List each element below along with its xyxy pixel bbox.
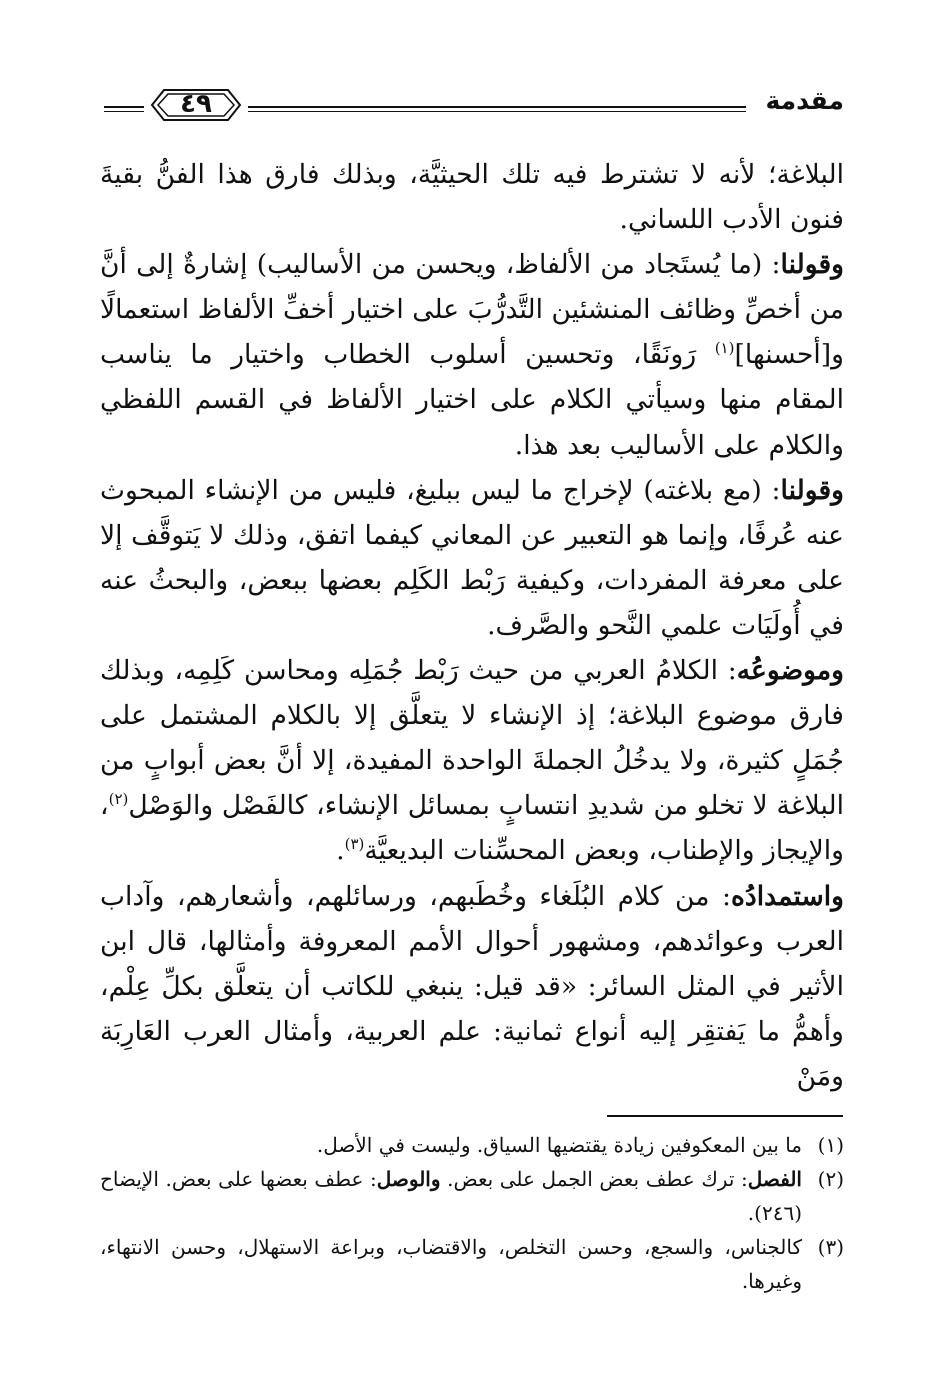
footnote (100, 1230, 844, 1298)
paragraph-text: : (مع بلاغته) لإخراج ما ليس ببليغ، فليس من الإنشاء المبحوث عنه عُرفًا، وإنما هو التعبير عن المعاني كيفما اتفق، وذلك لا يَتوقَّف إلا على معرفة المفردات، وكيفية رَبْط الكَلِم بعضها ببعض، والبحثُ عنه في أُولَيَات علمي النَّحو والصَّرف. (100, 474, 844, 641)
page-number-badge (146, 86, 246, 124)
footnote-lead: الفصل (747, 1167, 802, 1191)
paragraph-text: . (336, 835, 345, 867)
paragraph (100, 242, 844, 467)
footnote-ref[interactable]: (١) (714, 339, 735, 358)
footnote-number: (٣) (817, 1235, 844, 1259)
paragraph-lead: وقولنا (780, 249, 844, 281)
paragraph-text: ، والإيجاز والإطناب، وبعض المحسِّنات البديعيَّة (100, 790, 844, 867)
footnote-text: : عطف بعضها على بعض. الإيضاح (٢٤٦). (100, 1167, 802, 1225)
page-header (100, 82, 844, 126)
footnote-ref[interactable]: (٣) (344, 835, 365, 854)
paragraph-lead: وقولنا (780, 474, 844, 506)
header-rule (248, 106, 746, 112)
page-number: ٤٩ (180, 89, 212, 119)
footnote-text: : ترك عطف بعض الجمل على بعض. (440, 1167, 748, 1191)
paragraph (100, 468, 844, 648)
footnote-body (100, 1162, 802, 1230)
footnote-text: ما بين المعكوفين زيادة يقتضيها السياق. وليست في الأصل. (316, 1133, 802, 1157)
paragraph-text: : من كلام البُلَغاء وخُطَبهم، ورسائلهم، وأشعارهم، وآداب العرب وعوائدهم، ومشهور أحوال الأمم المعروفة وأمثالها، قال ابن الأثير في المثل السائر: «قد قيل: ينبغي للكاتب أن يتعلَّق بكلِّ عِلْم، وأهمُّ ما يَفتقِر إليه أنواع ثمانية: علم العربية، وأمثال العرب العَارِبَة ومَنْ (100, 880, 844, 1092)
footnote-number: (١) (817, 1133, 844, 1157)
main-text (100, 152, 844, 1099)
paragraph-text: رَونَقًا، وتحسين أسلوب الخطاب واختيار ما يناسب المقام منها وسيأتي الكلام على اختيار الألفاظ في القسم اللفظي والكلام على الأساليب بعد هذا. (100, 339, 844, 461)
paragraph-lead: وموضوعُه (736, 655, 844, 687)
header-rule-left (104, 106, 144, 112)
paragraph-text: : الكلامُ العربي من حيث رَبْط جُمَلِه ومحاسن كَلِمِه، وبذلك فارق موضوع البلاغة؛ إذ الإنشاء لا يتعلَّق إلا بالكلام المشتمل على جُمَلٍ كثيرة، ولا يدخُلُ الجملةَ الواحدة المفيدة، إلا أنَّ بعض أبوابٍ من البلاغة لا تخلو من شديدِ انتسابٍ بمسائل الإنشاء، كالفَصْل والوَصْل (100, 655, 844, 822)
paragraph-text: : (ما يُستَجاد من الألفاظ، ويحسن من الأساليب) إشارةٌ إلى أنَّ من أخصِّ وظائف المنشئين التَّدرُّبَ على اختيار أخفِّ الألفاظ استعمالًا و[أحسنها] (100, 249, 844, 371)
paragraph-text: البلاغة؛ لأنه لا تشترط فيه تلك الحيثيَّة، وبذلك فارق هذا الفنُّ بقيةَ فنون الأدب اللساني. (100, 159, 844, 236)
paragraph-lead: واستمدادُه (730, 880, 844, 912)
footnote (100, 1128, 844, 1162)
paragraph (100, 648, 844, 873)
footnote-lead: والوصل (376, 1167, 441, 1191)
footnote-divider (607, 1115, 843, 1117)
footnotes (100, 1128, 844, 1298)
paragraph (100, 152, 844, 242)
footnote (100, 1162, 844, 1230)
paragraph (100, 874, 844, 1099)
footnote-ref[interactable]: (٢) (108, 790, 129, 809)
chapter-title: مقدمة (765, 86, 844, 115)
footnote-text: كالجناس، والسجع، وحسن التخلص، والاقتضاب، وبراعة الاستهلال، وحسن الانتهاء، وغيرها. (100, 1235, 802, 1293)
footnote-number: (٢) (817, 1167, 844, 1191)
